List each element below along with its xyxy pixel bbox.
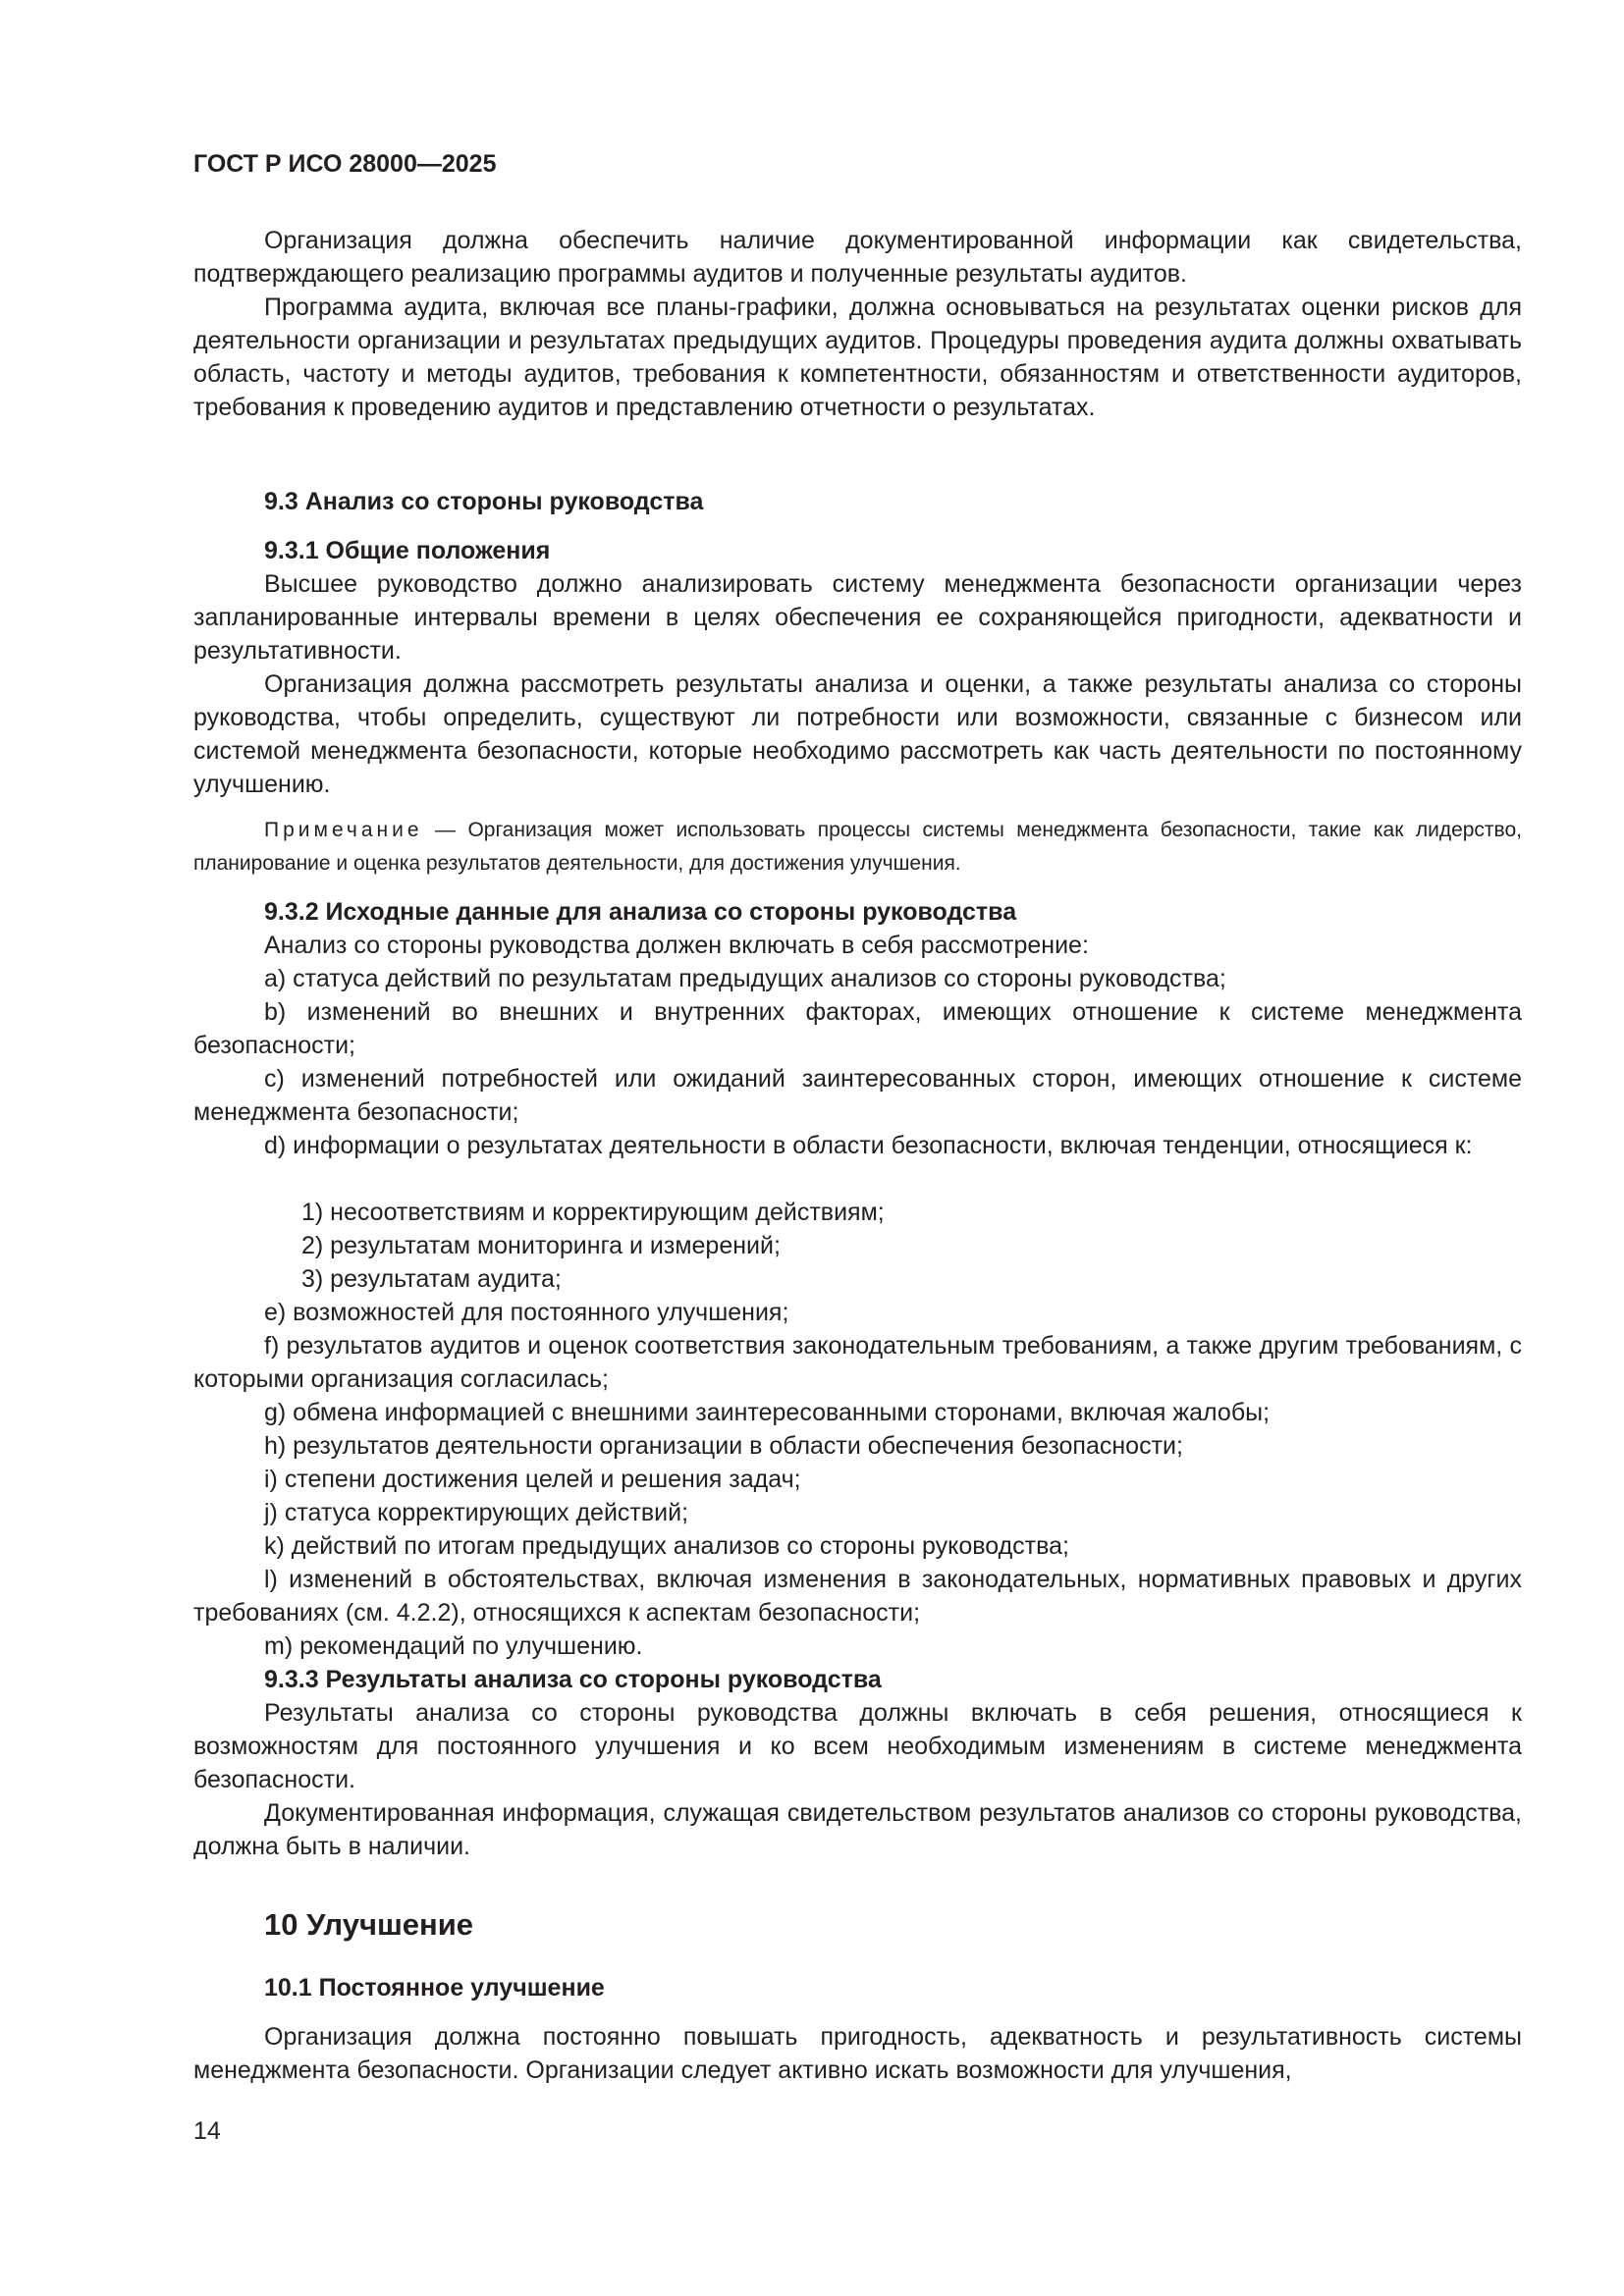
- list-item-g: g) обмена информацией с внешними заинтересованными сторонами, включая жалобы;: [264, 1399, 1271, 1426]
- section-heading-9-3-3: 9.3.3 Результаты анализа со стороны руководства: [264, 1666, 882, 1693]
- paragraph-audit-evidence: Организация должна обеспечить наличие документированной информации как свидетельства, подтверждающего реализацию программы аудитов и полученные результаты аудитов.: [193, 227, 1522, 288]
- section-heading-9-3-2: 9.3.2 Исходные данные для анализа со стороны руководства: [264, 898, 1017, 926]
- paragraph-continual-improvement: Организация должна постоянно повышать пригодность, адекватность и результативность системы менеджмента безопасности. Организации следует активно искать возможности для улучшения,: [193, 2023, 1522, 2084]
- list-item-e: e) возможностей для постоянного улучшения;: [264, 1299, 789, 1326]
- paragraph-review-outputs: Результаты анализа со стороны руководства должны включать в себя решения, относящиеся к возможностям для постоянного улучшения и ко всем необходимым изменениям в системе менеджмента безопасности.: [193, 1699, 1522, 1793]
- sub-item-d2: 2) результатам мониторинга и измерений;: [301, 1232, 781, 1259]
- list-item-b: b) изменений во внешних и внутренних факторах, имеющих отношение к системе менеджмента безопасности;: [193, 998, 1522, 1059]
- section-heading-9-3: 9.3 Анализ со стороны руководства: [264, 488, 704, 515]
- note: [193, 814, 1522, 881]
- paragraph-documented-info: Документированная информация, служащая свидетельством результатов анализов со стороны руководства, должна быть в наличии.: [193, 1799, 1522, 1860]
- list-item-a: a) статуса действий по результатам предыдущих анализов со стороны руководства;: [264, 965, 1226, 992]
- sub-item-d3: 3) результатам аудита;: [301, 1265, 562, 1293]
- section-heading-10: 10 Улучшение: [264, 1907, 474, 1942]
- note-text: — Организация может использовать процессы системы менеджмента безопасности, такие как лидерство, планирование и оценка результатов деятельности, для достижения улучшения.: [193, 819, 1522, 875]
- page-number: 14: [193, 2117, 221, 2145]
- list-item-k: k) действий по итогам предыдущих анализов со стороны руководства;: [264, 1532, 1069, 1560]
- list-item-l: l) изменений в обстоятельствах, включая изменения в законодательных, нормативных правовых и других требованиях (см. 4.2.2), относящихся к аспектам безопасности;: [193, 1566, 1522, 1627]
- list-item-c: c) изменений потребностей или ожиданий заинтересованных сторон, имеющих отношение к системе менеджмента безопасности;: [193, 1065, 1522, 1126]
- list-item-h: h) результатов деятельности организации в области обеспечения безопасности;: [264, 1432, 1183, 1460]
- note-label: Примечание: [264, 819, 423, 841]
- sub-item-d1: 1) несоответствиям и корректирующим действиям;: [301, 1199, 885, 1226]
- list-item-j: j) статуса корректирующих действий;: [264, 1499, 689, 1526]
- list-item-i: i) степени достижения целей и решения задач;: [264, 1466, 801, 1493]
- list-item-f: f) результатов аудитов и оценок соответствия законодательным требованиям, а также другим требованиям, с которыми организация согласилась;: [193, 1332, 1522, 1393]
- section-heading-9-3-1: 9.3.1 Общие положения: [264, 537, 551, 564]
- paragraph-top-management: Высшее руководство должно анализировать систему менеджмента безопасности организации через запланированные интервалы времени в целях обеспечения ее сохраняющейся пригодности, адекватности и результативности.: [193, 570, 1522, 665]
- paragraph-audit-program: Программа аудита, включая все планы-графики, должна основываться на результатах оценки рисков для деятельности организации и результатах предыдущих аудитов. Процедуры проведения аудита должны охватывать область, частоту и методы аудитов, требования к компетентности, обязанностям и ответственности аудиторов, требования к проведению аудитов и представлению отчетности о результатах.: [193, 294, 1522, 421]
- list-item-d: d) информации о результатах деятельности в области безопасности, включая тенденции, относящиеся к:: [264, 1132, 1473, 1159]
- paragraph-review-results: Организация должна рассмотреть результаты анализа и оценки, а также результаты анализа со стороны руководства, чтобы определить, существуют ли потребности или возможности, связанные с бизнесом или системой менеджмента безопасности, которые необходимо рассмотреть как часть деятельности по постоянному улучшению.: [193, 670, 1522, 798]
- list-item-m: m) рекомендаций по улучшению.: [264, 1632, 643, 1660]
- review-inputs-intro: Анализ со стороны руководства должен включать в себя рассмотрение:: [264, 932, 1089, 959]
- section-heading-10-1: 10.1 Постоянное улучшение: [264, 1974, 605, 2002]
- standard-header: ГОСТ Р ИСО 28000—2025: [193, 150, 497, 178]
